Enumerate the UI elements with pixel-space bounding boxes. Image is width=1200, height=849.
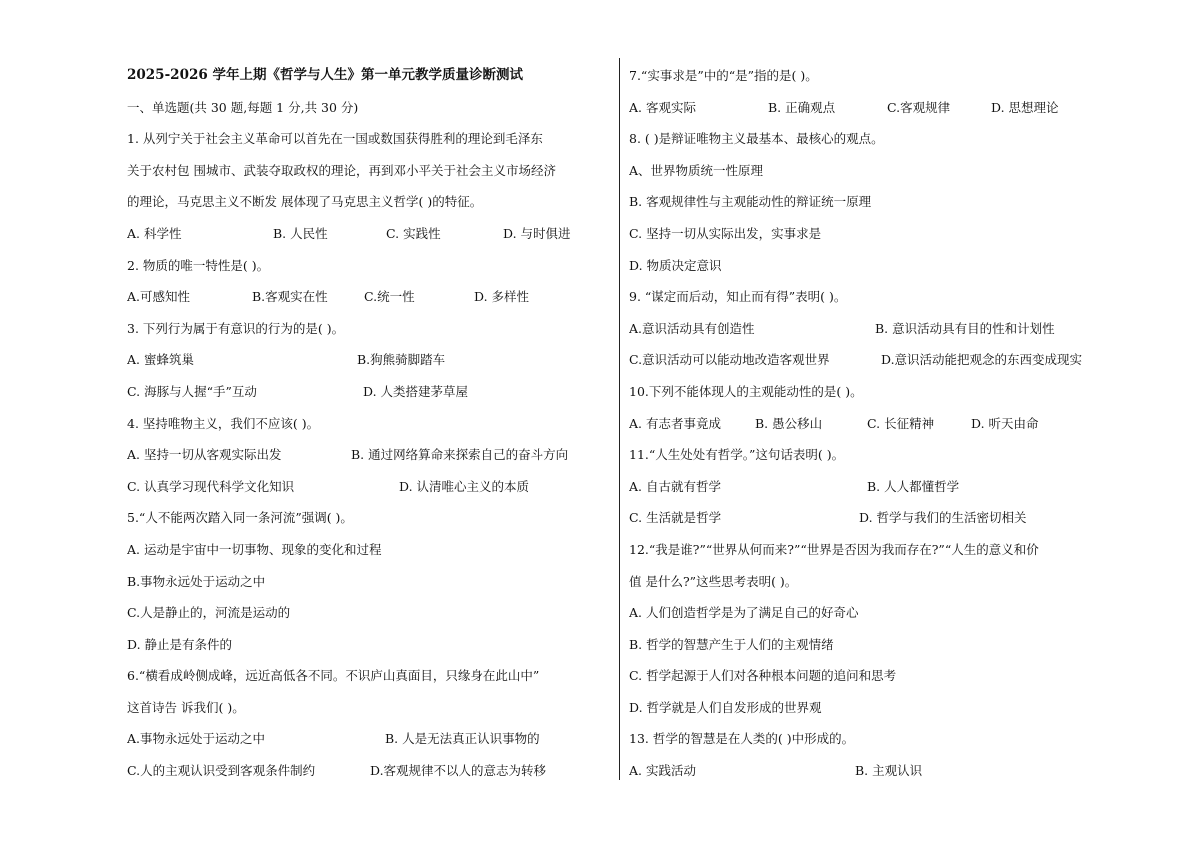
option-a: A.事物永远处于运动之中 [127,731,266,747]
option-b: B.狗熊骑脚踏车 [357,352,446,368]
option-a: A. 自古就有哲学 [629,478,721,494]
option-d: D. 思想理论 [991,99,1059,115]
question-1-line-3: 的理论，马克思主义不断发 展体现了马克思主义哲学( )的特征。 [127,194,483,210]
question-6-options-row-1 [127,723,609,755]
option-c: C.统一性 [364,289,415,305]
question-3: 3. 下列行为属于有意识的行为的是( )。 [127,320,345,336]
question-8-option-d: D. 物质决定意识 [629,257,722,273]
question-9-options-row-2 [629,344,1114,376]
question-5-option-c: C.人是静止的，河流是运动的 [127,605,291,621]
question-2: 2. 物质的唯一特性是( )。 [127,257,270,273]
option-d: D.客观规律不以人的意志为转移 [370,763,547,779]
question-12-option-c: C. 哲学起源于人们对各种根本问题的追问和思考 [629,668,897,684]
question-8-option-a: A、世界物质统一性原理 [629,162,764,178]
option-b: B. 通过网络算命来探索自己的奋斗方向 [351,447,569,463]
option-d: D. 多样性 [474,289,530,305]
question-11-options-row-2 [629,502,1114,534]
question-4-options-row-1 [127,439,609,471]
question-9: 9. “谋定而后动，知止而有得”表明( )。 [629,289,847,305]
question-5-option-d: D. 静止是有条件的 [127,636,233,652]
option-c: C. 海豚与人握“手”互动 [127,383,257,399]
option-b: B. 人民性 [273,225,328,241]
option-a: A.可感知性 [127,289,191,305]
option-b: B. 人人都懂哲学 [867,478,960,494]
question-12-option-b: B. 哲学的智慧产生于人们的主观情绪 [629,636,834,652]
question-12-line-1: 12.“我是谁?”“世界从何而来?”“世界是否因为我而存在?”“人生的意义和价 [629,541,1039,557]
question-5-option-a: A. 运动是宇宙中一切事物、现象的变化和过程 [127,541,382,557]
option-d: D. 认清唯心主义的本质 [399,478,530,494]
option-a: A. 蜜蜂筑巢 [127,352,194,368]
question-12-option-d: D. 哲学就是人们自发形成的世界观 [629,699,822,715]
question-2-options [127,281,609,313]
question-7: 7.“实事求是”中的“是”指的是( )。 [629,68,818,83]
question-9-options-row-1 [629,313,1114,345]
question-6-line-2: 这首诗告 诉我们( )。 [127,699,245,715]
question-1-options [127,218,609,250]
question-11: 11.“人生处处有哲学。”这句话表明( )。 [629,447,845,463]
option-b: B. 正确观点 [768,99,836,115]
option-d: D. 与时俱进 [503,225,571,241]
question-13: 13. 哲学的智慧是在人类的( )中形成的。 [629,731,855,747]
option-d: D.意识活动能把观念的东西变成现实 [881,352,1083,368]
option-a: A.意识活动具有创造性 [629,320,755,336]
question-8-option-c: C. 坚持一切从实际出发，实事求是 [629,225,822,241]
option-c: C. 认真学习现代科学文化知识 [127,478,295,494]
question-1-line-1: 1. 从列宁关于社会主义革命可以首先在一国或数国获得胜利的理论到毛泽东 [127,131,543,147]
option-a: A. 科学性 [127,225,182,241]
option-a: A. 客观实际 [629,99,696,115]
option-a: A. 实践活动 [629,763,696,779]
question-4: 4. 坚持唯物主义，我们不应该( )。 [127,415,320,431]
question-11-options-row-1 [629,471,1114,503]
option-b: B. 意识活动具有目的性和计划性 [875,320,1055,336]
option-c: C. 长征精神 [867,415,935,431]
exam-title: 2025-2026 学年上期《哲学与人生》第一单元教学质量诊断测试 [127,67,523,83]
option-d: D. 哲学与我们的生活密切相关 [859,510,1027,526]
question-13-options [629,755,1114,787]
question-8-option-b: B. 客观规律性与主观能动性的辩证统一原理 [629,194,872,210]
column-divider [619,58,620,780]
option-c: C.客观规律 [887,99,951,115]
option-d: D. 听天由命 [971,415,1039,431]
option-b: B. 人是无法真正认识事物的 [385,731,540,747]
option-b: B. 主观认识 [855,763,923,779]
question-1-line-2: 关于农村包 围城市、武装夺取政权的理论，再到邓小平关于社会主义市场经济 [127,162,556,178]
option-a: A. 有志者事竟成 [629,415,721,431]
left-column [127,60,609,787]
question-5: 5.“人不能两次踏入同一条河流”强调( )。 [127,510,353,526]
question-12-line-2: 值 是什么?”这些思考表明( )。 [629,573,798,589]
option-a: A. 坚持一切从客观实际出发 [127,447,282,463]
question-7-options [629,92,1114,124]
question-8: 8. ( )是辩证唯物主义最基本、最核心的观点。 [629,131,884,147]
option-c: C.意识活动可以能动地改造客观世界 [629,352,830,368]
question-12-option-a: A. 人们创造哲学是为了满足自己的好奇心 [629,605,859,621]
option-c: C. 生活就是哲学 [629,510,722,526]
right-column [629,60,1114,787]
question-3-options-row-2 [127,376,609,408]
question-6-line-1: 6.“横看成岭侧成峰，远近高低各不同。不识庐山真面目，只缘身在此山中” [127,668,540,684]
question-3-options-row-1 [127,344,609,376]
question-6-options-row-2 [127,755,609,787]
option-c: C. 实践性 [386,225,441,241]
option-c: C.人的主观认识受到客观条件制约 [127,763,316,779]
question-4-options-row-2 [127,471,609,503]
option-b: B.客观实在性 [252,289,328,305]
question-10-options [629,408,1114,440]
option-b: B. 愚公移山 [755,415,823,431]
question-10: 10.下列不能体现人的主观能动性的是( )。 [629,383,863,399]
section-heading: 一、单选题(共 30 题,每题 1 分,共 30 分) [127,99,359,115]
option-d: D. 人类搭建茅草屋 [363,383,469,399]
question-5-option-b: B.事物永远处于运动之中 [127,573,266,589]
